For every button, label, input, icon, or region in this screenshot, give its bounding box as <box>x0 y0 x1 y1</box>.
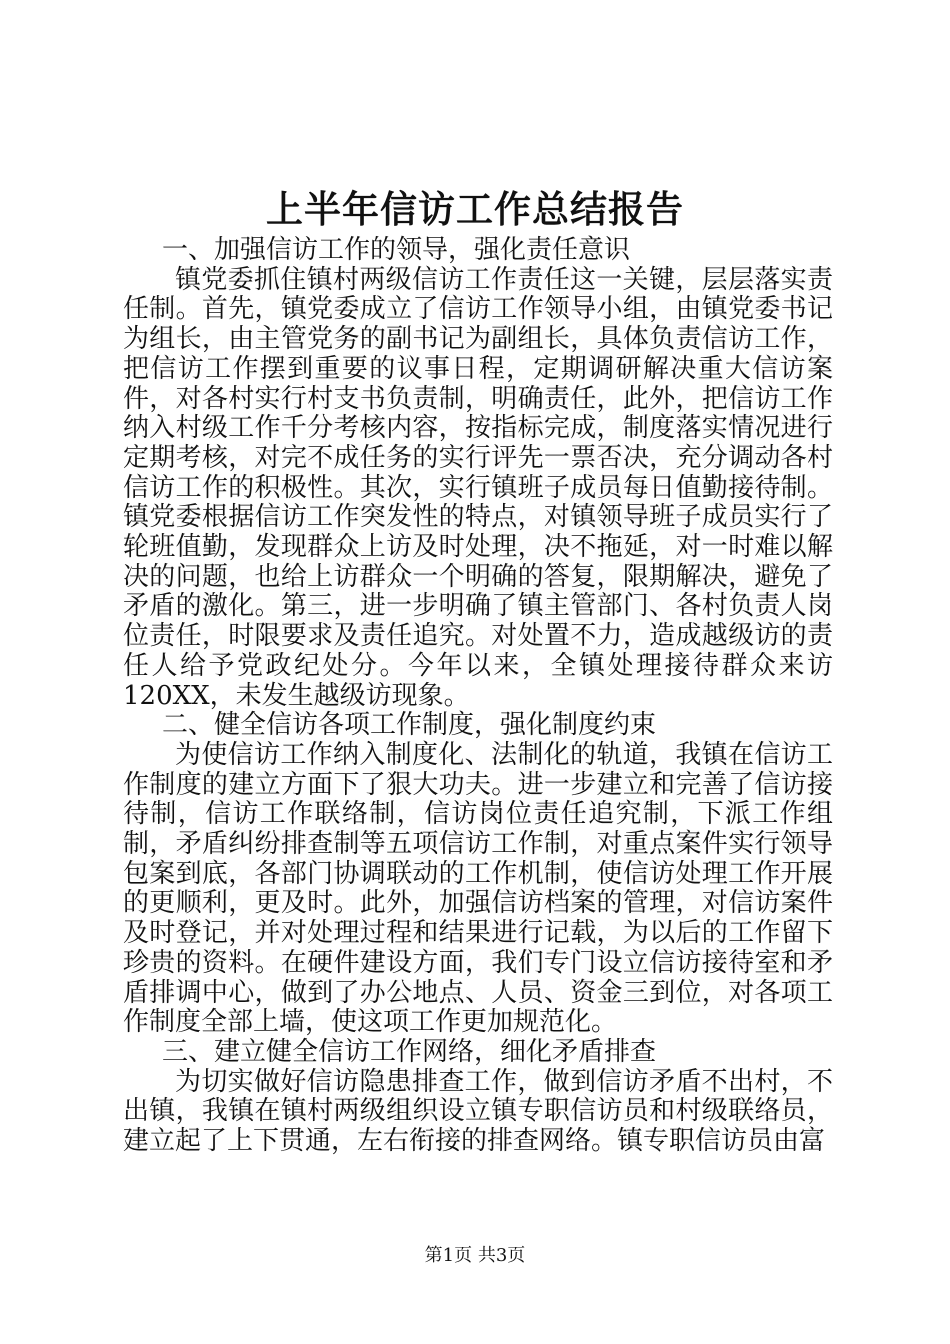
page-number-footer: 第1页 共3页 <box>424 1245 526 1266</box>
document-body <box>123 236 833 1157</box>
section-1-paragraph: 镇党委抓住镇村两级信访工作责任这一关键，层层落实责任制。首先，镇党委成立了信访工作领导小组，由镇党委书记为组长，由主管党务的副书记为副组长，具体负责信访工作，把信访工作摆到重要的议事日程，定期调研解决重大信访案件，对各村实行村支书负责制，明确责任，此外，把信访工作纳入村级工作千分考核内容，按指标完成，制度落实情况进行定期考核，对完不成任务的实行评先一票否决，充分调动各村信访工作的积极性。其次，实行镇班子成员每日值勤接待制。镇党委根据信访工作突发性的特点，对镇领导班子成员实行了轮班值勤，发现群众上访及时处理，决不拖延，对一时难以解决的问题，也给上访群众一个明确的答复，限期解决，避免了矛盾的激化。第三，进一步明确了镇主管部门、各村负责人岗位责任，时限要求及责任追究。对处置不力，造成越级访的责任人给予党政纪处分。今年以来，全镇处理接待群众来访120XX，未发生越级访现象。 <box>123 264 833 711</box>
section-3-paragraph: 为切实做好信访隐患排查工作，做到信访矛盾不出村，不出镇，我镇在镇村两级组织设立镇专职信访员和村级联络员，建立起了上下贯通，左右衔接的排查网络。镇专职信访员由富 <box>123 1066 833 1157</box>
section-2-paragraph: 为使信访工作纳入制度化、法制化的轨道，我镇在信访工作制度的建立方面下了狠大功夫。进一步建立和完善了信访接待制，信访工作联络制，信访岗位责任追究制，下派工作组制，矛盾纠纷排查制等五项信访工作制，对重点案件实行领导包案到底，各部门协调联动的工作机制，使信访处理工作开展的更顺利，更及时。此外，加强信访档案的管理，对信访案件及时登记，并对处理过程和结果进行记载，为以后的工作留下珍贵的资料。在硬件建设方面，我们专门设立信访接待室和矛盾排调中心，做到了办公地点、人员、资金三到位，对各项工作制度全部上墙，使这项工作更加规范化。 <box>123 739 833 1038</box>
section-1-heading: 一、加强信访工作的领导，强化责任意识 <box>162 235 631 265</box>
section-2-heading: 二、健全信访各项工作制度，强化制度约束 <box>162 710 657 741</box>
section-3-heading: 三、建立健全信访工作网络，细化矛盾排查 <box>162 1036 657 1067</box>
document-title: 上半年信访工作总结报告 <box>266 187 684 231</box>
